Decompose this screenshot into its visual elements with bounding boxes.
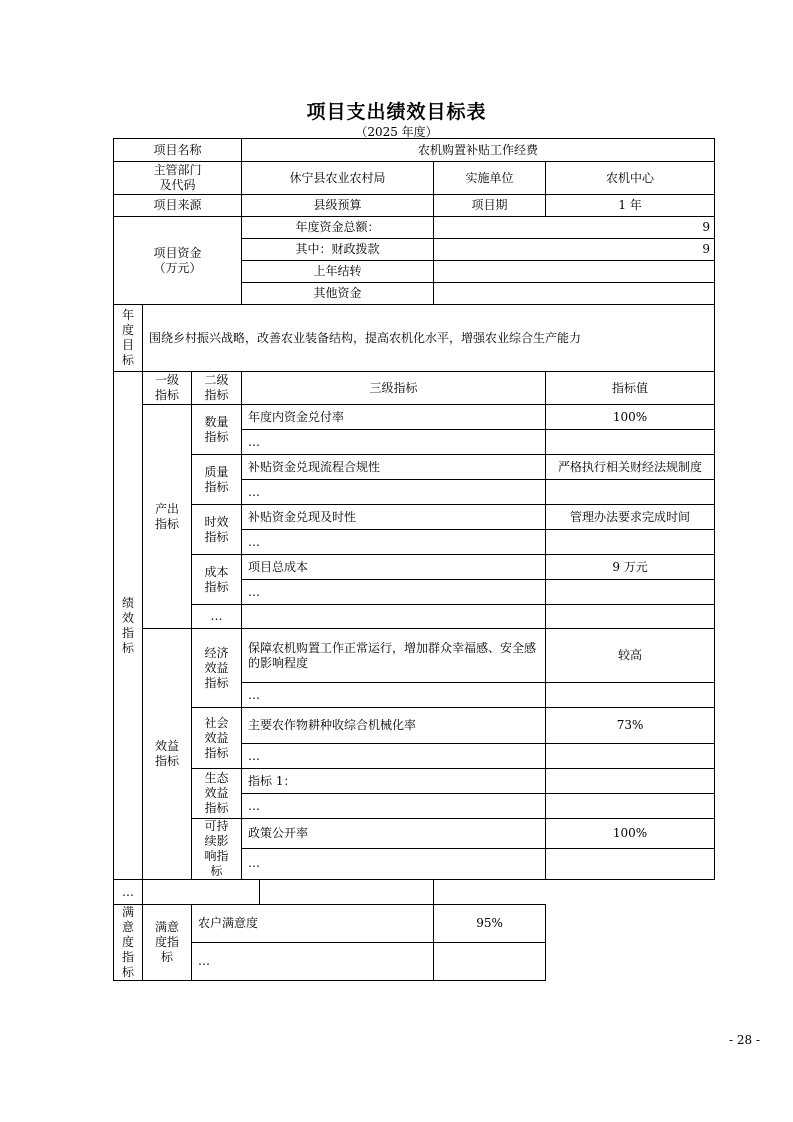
economic-label: 经济 效益 指标	[192, 629, 242, 708]
sustainable-ellipsis-value	[546, 848, 715, 879]
dept-label: 主管部门 及代码	[114, 162, 242, 195]
timeliness-label: 时效 指标	[192, 505, 242, 555]
satisfaction-ellipsis: …	[192, 943, 434, 981]
economic-indicator-value: 较高	[546, 629, 715, 683]
output-more-ellipsis: …	[192, 605, 242, 629]
source-label: 项目来源	[114, 195, 242, 217]
satisfaction-indicator-name: 农户满意度	[192, 905, 434, 943]
ecological-indicator-name: 指标 1：	[242, 769, 546, 794]
social-indicator-name: 主要农作物耕种收综合机械化率	[242, 708, 546, 744]
sustainable-ellipsis: …	[242, 848, 546, 879]
quantity-label: 数量 指标	[192, 405, 242, 455]
indicators-section-label: 绩 效 指 标	[114, 372, 143, 880]
funds-total-value: 9	[434, 217, 715, 239]
timeliness-indicator-value: 管理办法要求完成时间	[546, 505, 715, 530]
timeliness-indicator-name: 补贴资金兑现及时性	[242, 505, 546, 530]
quantity-indicator-value: 100%	[546, 405, 715, 430]
timeliness-ellipsis: …	[242, 530, 546, 555]
cost-label: 成本 指标	[192, 555, 242, 605]
funds-carryover-value	[434, 261, 715, 283]
timeliness-ellipsis-value	[546, 530, 715, 555]
social-ellipsis-value	[546, 744, 715, 769]
quality-ellipsis: …	[242, 480, 546, 505]
quantity-indicator-name: 年度内资金兑付率	[242, 405, 546, 430]
header-level1: 一级 指标	[143, 372, 192, 405]
cost-indicator-value: 9 万元	[546, 555, 715, 580]
social-indicator-value: 73%	[546, 708, 715, 744]
dept-name: 休宁县农业农村局	[242, 162, 434, 195]
benefit-more-name	[143, 880, 260, 905]
cost-ellipsis: …	[242, 580, 546, 605]
output-indicators-label: 产出 指标	[143, 405, 192, 629]
impl-unit: 农机中心	[546, 162, 715, 195]
funds-carryover-label: 上年结转	[242, 261, 434, 283]
source-value: 县级预算	[242, 195, 434, 217]
sustainable-indicator-name: 政策公开率	[242, 819, 546, 849]
ecological-indicator-value	[546, 769, 715, 794]
impl-unit-label: 实施单位	[434, 162, 546, 195]
ecological-ellipsis: …	[242, 794, 546, 819]
quantity-ellipsis: …	[242, 430, 546, 455]
economic-ellipsis-value	[546, 683, 715, 708]
economic-indicator-name: 保障农机购置工作正常运行，增加群众幸福感、安全感的影响程度	[242, 629, 546, 683]
benefit-indicators-label: 效益 指标	[143, 629, 192, 880]
output-more-name	[242, 605, 546, 629]
funds-other-label: 其他资金	[242, 283, 434, 305]
page-subtitle: （2025 年度）	[355, 125, 438, 139]
quality-label: 质量 指标	[192, 455, 242, 505]
sustainable-indicator-value: 100%	[546, 819, 715, 849]
quality-indicator-name: 补贴资金兑现流程合规性	[242, 455, 546, 480]
performance-goal-table	[113, 138, 715, 981]
period-value: 1 年	[546, 195, 715, 217]
page-title: 项目支出绩效目标表	[306, 101, 487, 123]
social-ellipsis: …	[242, 744, 546, 769]
page-number: - 28 -	[728, 1033, 760, 1047]
annual-goal-text: 围绕乡村振兴战略，改善农业装备结构，提高农机化水平，增强农业综合生产能力	[143, 305, 715, 372]
output-more-value	[546, 605, 715, 629]
header-level3: 三级指标	[242, 372, 546, 405]
project-name-label: 项目名称	[114, 139, 242, 162]
satisfaction-level1-label: 满意 度指 标	[114, 905, 143, 981]
funds-fiscal-label: 其中：财政拨款	[242, 239, 434, 261]
project-name: 农机购置补贴工作经费	[242, 139, 715, 162]
funds-label: 项目资金 （万元）	[114, 217, 242, 305]
annual-goal-label: 年 度 目 标	[114, 305, 143, 372]
funds-total-label: 年度资金总额：	[242, 217, 434, 239]
quality-ellipsis-value	[546, 480, 715, 505]
cost-indicator-name: 项目总成本	[242, 555, 546, 580]
ecological-label: 生态 效益 指标	[192, 769, 242, 819]
economic-ellipsis: …	[242, 683, 546, 708]
funds-fiscal-value: 9	[434, 239, 715, 261]
ecological-ellipsis-value	[546, 794, 715, 819]
period-label: 项目期	[434, 195, 546, 217]
benefit-more-value	[260, 880, 434, 905]
sustainable-label: 可持 续影 响指 标	[192, 819, 242, 880]
social-label: 社会 效益 指标	[192, 708, 242, 769]
funds-other-value	[434, 283, 715, 305]
cost-ellipsis-value	[546, 580, 715, 605]
quantity-ellipsis-value	[546, 430, 715, 455]
quality-indicator-value: 严格执行相关财经法规制度	[546, 455, 715, 480]
header-level2: 二级 指标	[192, 372, 242, 405]
benefit-more-ellipsis: …	[114, 880, 143, 905]
header-value: 指标值	[546, 372, 715, 405]
satisfaction-indicator-value: 95%	[434, 905, 546, 943]
satisfaction-level2-label: 满意 度指 标	[143, 905, 192, 981]
satisfaction-ellipsis-value	[434, 943, 546, 981]
